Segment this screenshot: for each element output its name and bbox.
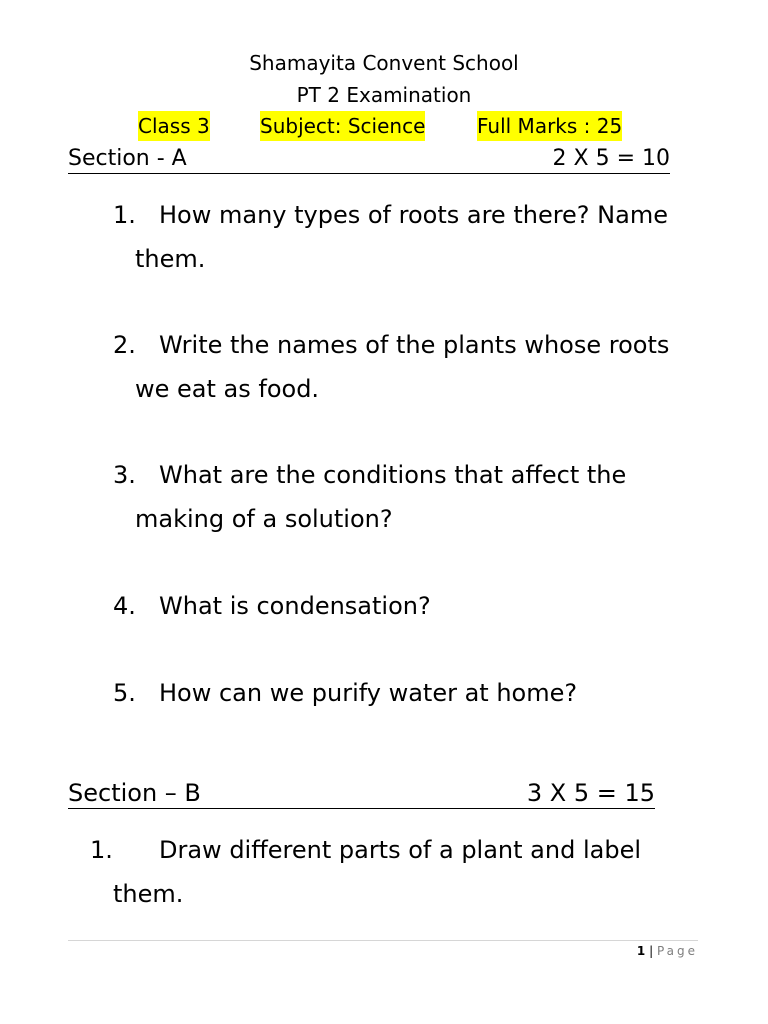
footer-separator: | bbox=[649, 944, 654, 958]
section-b-title: Section – B bbox=[68, 779, 201, 807]
question-a2 bbox=[113, 323, 703, 411]
question-text: Write the names of the plants whose roots bbox=[159, 331, 670, 359]
question-a4 bbox=[113, 584, 703, 628]
exam-title: PT 2 Examination bbox=[296, 83, 472, 107]
subject-label: Subject: Science bbox=[260, 111, 425, 141]
question-text-continued: them. bbox=[113, 880, 184, 908]
question-number: 2. bbox=[113, 331, 136, 359]
question-number: 4. bbox=[113, 592, 136, 620]
question-a5 bbox=[113, 671, 703, 715]
question-text: How can we purify water at home? bbox=[159, 679, 578, 707]
question-a1 bbox=[113, 193, 703, 281]
class-label: Class 3 bbox=[138, 111, 210, 141]
question-text: Draw different parts of a plant and label bbox=[159, 836, 642, 864]
section-a-marks: 2 X 5 = 10 bbox=[552, 146, 670, 171]
question-text: What are the conditions that affect the bbox=[159, 461, 627, 489]
footer-divider bbox=[68, 940, 698, 941]
question-b1 bbox=[90, 828, 700, 916]
question-text-continued: them. bbox=[135, 245, 206, 273]
full-marks-label: Full Marks : 25 bbox=[477, 111, 622, 141]
section-b-heading bbox=[68, 777, 655, 809]
page-number: 1 bbox=[636, 944, 646, 958]
question-number: 3. bbox=[113, 461, 136, 489]
question-text: How many types of roots are there? Name bbox=[159, 201, 668, 229]
page-word: Page bbox=[656, 944, 698, 958]
question-number: 5. bbox=[113, 679, 136, 707]
section-b-marks: 3 X 5 = 15 bbox=[526, 779, 655, 807]
section-a-heading bbox=[68, 143, 670, 174]
page-footer bbox=[637, 943, 698, 959]
question-text-continued: we eat as food. bbox=[135, 375, 320, 403]
question-number: 1. bbox=[90, 836, 113, 864]
question-a3 bbox=[113, 453, 703, 541]
question-text-continued: making of a solution? bbox=[135, 505, 393, 533]
question-number: 1. bbox=[113, 201, 136, 229]
section-a-title: Section - A bbox=[68, 146, 187, 171]
school-name: Shamayita Convent School bbox=[249, 51, 519, 75]
question-text: What is condensation? bbox=[159, 592, 431, 620]
